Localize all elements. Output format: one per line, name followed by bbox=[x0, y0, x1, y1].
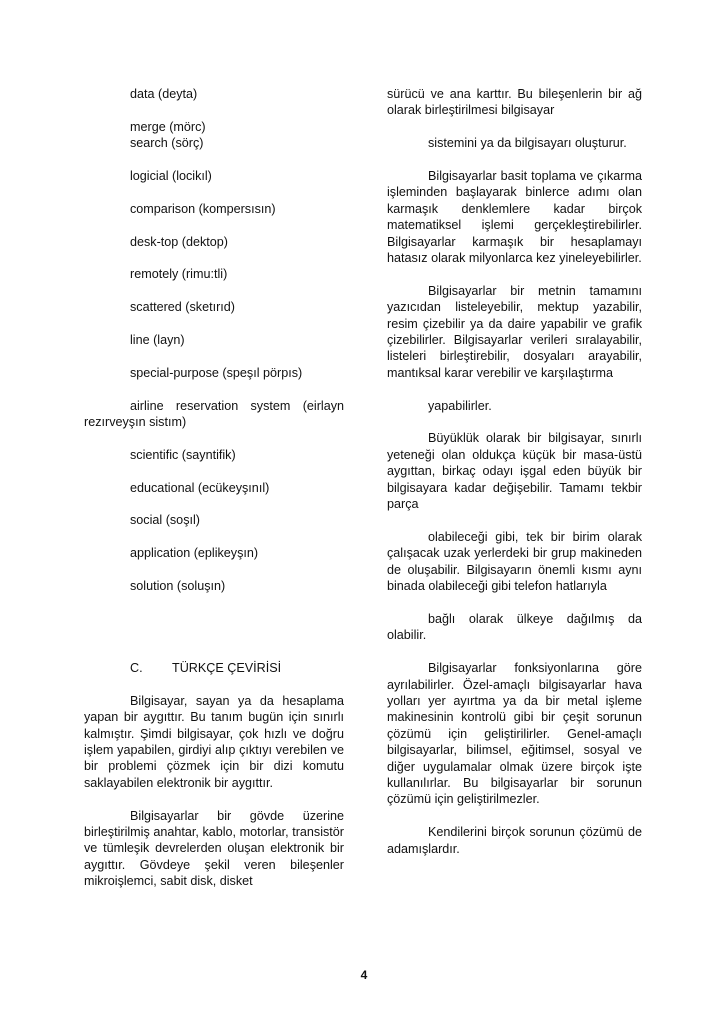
vocabulary-term: solution (soluşın) bbox=[130, 578, 226, 593]
vocabulary-term: airline reservation system (eirlayn rezırveyşın sistım) bbox=[84, 398, 344, 429]
section-heading-letter: C. bbox=[130, 660, 143, 675]
body-paragraph: yapabilirler. bbox=[428, 398, 492, 413]
body-paragraph: Kendilerini birçok sorunun çözümü de adamışlardır. bbox=[387, 825, 642, 856]
body-paragraph: Bilgisayar, sayan ya da hesaplama yapan bir aygıttır. Bu tanım bugün için sınırlı kalmıştır. Şimdi bilgisayar, çok hızlı ve doğru işlem yapabilen, girdiyi alıp çıktıyı verebilen ve bir problemi çözmek için bir dizi komutu saklayabilen elektronik bir aygıttır. bbox=[84, 693, 344, 790]
vocabulary-term: line (layn) bbox=[130, 332, 185, 347]
vocabulary-term: desk-top (dektop) bbox=[130, 234, 229, 249]
vocabulary-term: merge (mörc) bbox=[130, 119, 206, 134]
vocabulary-term: scattered (sketırıd) bbox=[130, 300, 235, 315]
body-paragraph: Bilgisayarlar fonksiyonlarına göre ayrılabilirler. Özel-amaçlı bilgisayarlar hava yolları yer ayırtma ya da bir metal işleme makinesinin kontrolü gibi bir çeşit sorunun çözümü için geliştirilirler. Genel-amaçlı bilgisayarlar, bilimsel, eğitimsel, sosyal ve diğer uygulamalar olmak üzere birçok işte kullanılırlar. Bu bilgisayarlar bir sorunun çözümü için geliştirilmezler. bbox=[387, 661, 642, 807]
vocabulary-term: comparison (kompersısın) bbox=[130, 201, 276, 216]
spacer bbox=[84, 627, 344, 643]
body-paragraph: Büyüklük olarak bir bilgisayar, sınırlı yeteneği olan oldukça küçük bir masa-üstü aygıttan, birkaç odayı işgal eden büyük bir bilgisayara kadar değişebilir. Tamamı tekbir parça bbox=[387, 431, 642, 512]
section-heading bbox=[84, 660, 344, 676]
vocabulary-term: educational (ecükeyşınıl) bbox=[130, 480, 270, 495]
vocabulary-term: social (soşıl) bbox=[130, 513, 200, 528]
spacer bbox=[84, 611, 344, 627]
right-column bbox=[387, 86, 642, 873]
body-paragraph: olabileceği gibi, tek bir birim olarak çalışacak uzak yerlerdeki bir grup makineden de oluşabilir. Bilgisayarın önemli kısmı aynı binada olabileceği gibi telefon hatlarıyla bbox=[387, 529, 642, 594]
body-paragraph: Bilgisayarlar bir gövde üzerine birleştirilmiş anahtar, kablo, motorlar, transistör ve tümleşik devrelerden oluşan elektronik bir aygıttır. Gövdeye şekil veren bileşenler mikroişlemci, sabit disk, disket bbox=[84, 808, 344, 889]
body-paragraph: sürücü ve ana karttır. Bu bileşenlerin bir ağ olarak birleştirilmesi bilgisayar bbox=[387, 87, 642, 118]
vocabulary-term: logicial (locikıl) bbox=[130, 169, 212, 183]
section-heading-text: TÜRKÇE ÇEVİRİSİ bbox=[172, 660, 282, 675]
body-paragraph: Bilgisayarlar basit toplama ve çıkarma işleminden başlayarak binlerce adımı olan karmaşık denklemlere kadar birçok matematiksel işlemi gerçekleştirebilirler. Bilgisayarlar karmaşık bir hesaplamayı hatasız olarak milyonlarca kez yineleyebilirler. bbox=[387, 169, 642, 266]
spacer bbox=[84, 644, 344, 660]
left-column bbox=[84, 86, 344, 906]
vocabulary-term: data (deyta) bbox=[130, 87, 198, 101]
vocabulary-term: special-purpose (speşıl pörpıs) bbox=[130, 365, 303, 380]
vocabulary-term: remotely (rimu:tli) bbox=[130, 267, 228, 282]
vocabulary-term: scientific (sayntifik) bbox=[130, 447, 236, 462]
vocabulary-term: search (sörç) bbox=[130, 136, 204, 151]
page-number: 4 bbox=[360, 968, 368, 982]
body-paragraph: bağlı olarak ülkeye dağılmış da olabilir. bbox=[387, 611, 642, 643]
body-paragraph: Bilgisayarlar bir metnin tamamını yazıcıdan listeleyebilir, mektup yazabilir, resim çizebilir ya da daire yapabilir ve grafik çizebilirler. Bilgisayarlar verileri sıralayabilir, listeleri birleştirebilir, dosyaları arayabilir, mantıksal karar verebilir ve karşılaştırma bbox=[387, 283, 642, 380]
vocabulary-term: application (eplikeyşın) bbox=[130, 546, 259, 561]
body-paragraph: sistemini ya da bilgisayarı oluşturur. bbox=[428, 136, 627, 151]
